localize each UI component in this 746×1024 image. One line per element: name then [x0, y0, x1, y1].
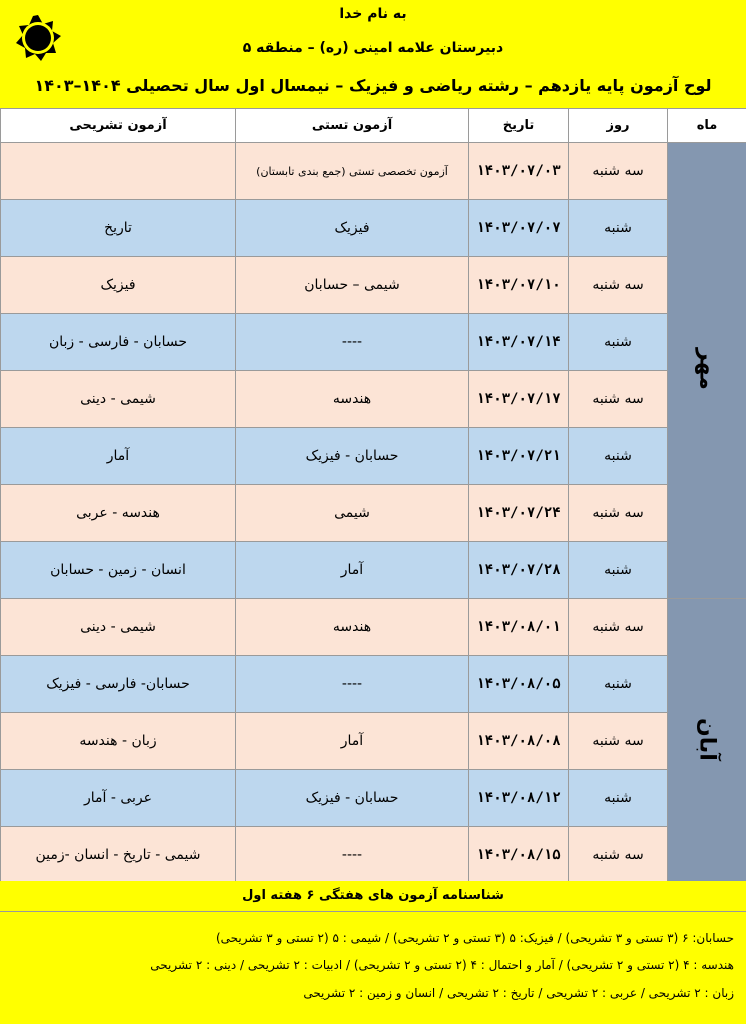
written-cell: تاریخ: [1, 200, 236, 257]
date-cell: ۱۴۰۳/۰۸/۰۵: [469, 656, 569, 713]
day-cell: سه شنبه: [569, 257, 668, 314]
header-mcq-exam: آزمون تستی: [236, 109, 469, 143]
table-row: [1, 314, 746, 371]
written-cell: [1, 143, 236, 200]
school-name: دبیرستان علامه امینی (ره) – منطقه ۵: [242, 40, 504, 56]
header-month: ماه: [668, 109, 746, 143]
written-cell: حسابان- فارسی - فیزیک: [1, 656, 236, 713]
page-title: لوح آزمون پایه یازدهم – رشته ریاضی و فیزیک – نیمسال اول سال تحصیلی ۱۴۰۴–۱۴۰۳: [34, 76, 712, 95]
header-date: تاریخ: [469, 109, 569, 143]
written-cell: انسان - زمین - حسابان: [1, 542, 236, 599]
written-cell: عربی - آمار: [1, 770, 236, 827]
date-cell: ۱۴۰۳/۰۷/۲۴: [469, 485, 569, 542]
table-row: [1, 542, 746, 599]
mcq-cell: حسابان - فیزیک: [236, 428, 469, 485]
date-cell: ۱۴۰۳/۰۷/۱۷: [469, 371, 569, 428]
written-cell: فیزیک: [1, 257, 236, 314]
written-cell: آمار: [1, 428, 236, 485]
month-label: مهر: [694, 347, 720, 390]
date-cell: ۱۴۰۳/۰۷/۲۱: [469, 428, 569, 485]
mcq-cell: ----: [236, 827, 469, 884]
date-cell: ۱۴۰۳/۰۸/۰۸: [469, 713, 569, 770]
day-cell: سه شنبه: [569, 713, 668, 770]
footer-summary: [0, 881, 746, 1024]
table-row: [1, 371, 746, 428]
footer-title: شناسنامه آزمون های هفتگی ۶ هفته اول: [0, 881, 746, 912]
mcq-cell: ----: [236, 314, 469, 371]
date-cell: ۱۴۰۳/۰۸/۱۵: [469, 827, 569, 884]
table-row: [1, 599, 746, 656]
mcq-cell: آزمون تخصصی تستی (جمع بندی تابستان): [236, 143, 469, 200]
table-row: [1, 770, 746, 827]
table-row: [1, 713, 746, 770]
mcq-cell: شیمی: [236, 485, 469, 542]
mcq-cell: فیزیک: [236, 200, 469, 257]
day-cell: شنبه: [569, 314, 668, 371]
table-row: [1, 143, 746, 200]
written-cell: شیمی - تاریخ - انسان -زمین: [1, 827, 236, 884]
date-cell: ۱۴۰۳/۰۸/۱۲: [469, 770, 569, 827]
table-row: [1, 485, 746, 542]
day-cell: سه شنبه: [569, 143, 668, 200]
date-cell: ۱۴۰۳/۰۷/۱۴: [469, 314, 569, 371]
written-cell: هندسه - عربی: [1, 485, 236, 542]
mcq-cell: هندسه: [236, 599, 469, 656]
date-cell: ۱۴۰۳/۰۷/۱۰: [469, 257, 569, 314]
day-cell: سه شنبه: [569, 485, 668, 542]
month-label: آبان: [694, 717, 720, 761]
date-cell: ۱۴۰۳/۰۸/۰۱: [469, 599, 569, 656]
month-cell-aban: [668, 599, 746, 884]
footer-line-3: زبان : ۲ تشریحی / عربی : ۲ تشریحی / تاریخ : ۲ تشریحی / انسان و زمین : ۲ تشریحی: [303, 986, 734, 1000]
table-row: [1, 428, 746, 485]
written-cell: شیمی - دینی: [1, 371, 236, 428]
day-cell: سه شنبه: [569, 599, 668, 656]
day-cell: سه شنبه: [569, 371, 668, 428]
mcq-cell: آمار: [236, 542, 469, 599]
date-cell: ۱۴۰۳/۰۷/۰۷: [469, 200, 569, 257]
mcq-cell: حسابان - فیزیک: [236, 770, 469, 827]
footer-line-1: حسابان: ۶ (۳ تستی و ۳ تشریحی) / فیزیک: ۵ (۳ تستی و ۲ تشریحی) / شیمی : ۵ (۲ تستی و ۳ تشریحی): [215, 931, 734, 945]
bismillah-line: به نام خدا: [339, 6, 407, 22]
day-cell: شنبه: [569, 200, 668, 257]
header-written-exam: آزمون تشریحی: [1, 109, 236, 143]
day-cell: شنبه: [569, 770, 668, 827]
written-cell: شیمی - دینی: [1, 599, 236, 656]
table-row: [1, 257, 746, 314]
day-cell: شنبه: [569, 428, 668, 485]
mcq-cell: آمار: [236, 713, 469, 770]
mcq-cell: هندسه: [236, 371, 469, 428]
written-cell: حسابان - فارسی - زبان: [1, 314, 236, 371]
day-cell: شنبه: [569, 542, 668, 599]
table-row: [1, 656, 746, 713]
footer-line-2: هندسه : ۴ (۲ تستی و ۲ تشریحی) / آمار و احتمال : ۴ (۲ تستی و ۲ تشریحی) / ادبیات : ۲ تشریحی / دینی : ۲ تشریحی: [150, 958, 734, 972]
date-cell: ۱۴۰۳/۰۷/۲۸: [469, 542, 569, 599]
date-cell: ۱۴۰۳/۰۷/۰۳: [469, 143, 569, 200]
day-cell: سه شنبه: [569, 827, 668, 884]
header-day: روز: [569, 109, 668, 143]
schedule-table: [0, 108, 746, 884]
table-header-row: [1, 109, 746, 143]
table-row: [1, 827, 746, 884]
day-cell: شنبه: [569, 656, 668, 713]
header: [0, 0, 746, 110]
month-cell-mehr: [668, 143, 746, 599]
mcq-cell: شیمی – حسابان: [236, 257, 469, 314]
table-row: [1, 200, 746, 257]
mcq-cell: ----: [236, 656, 469, 713]
written-cell: زبان - هندسه: [1, 713, 236, 770]
